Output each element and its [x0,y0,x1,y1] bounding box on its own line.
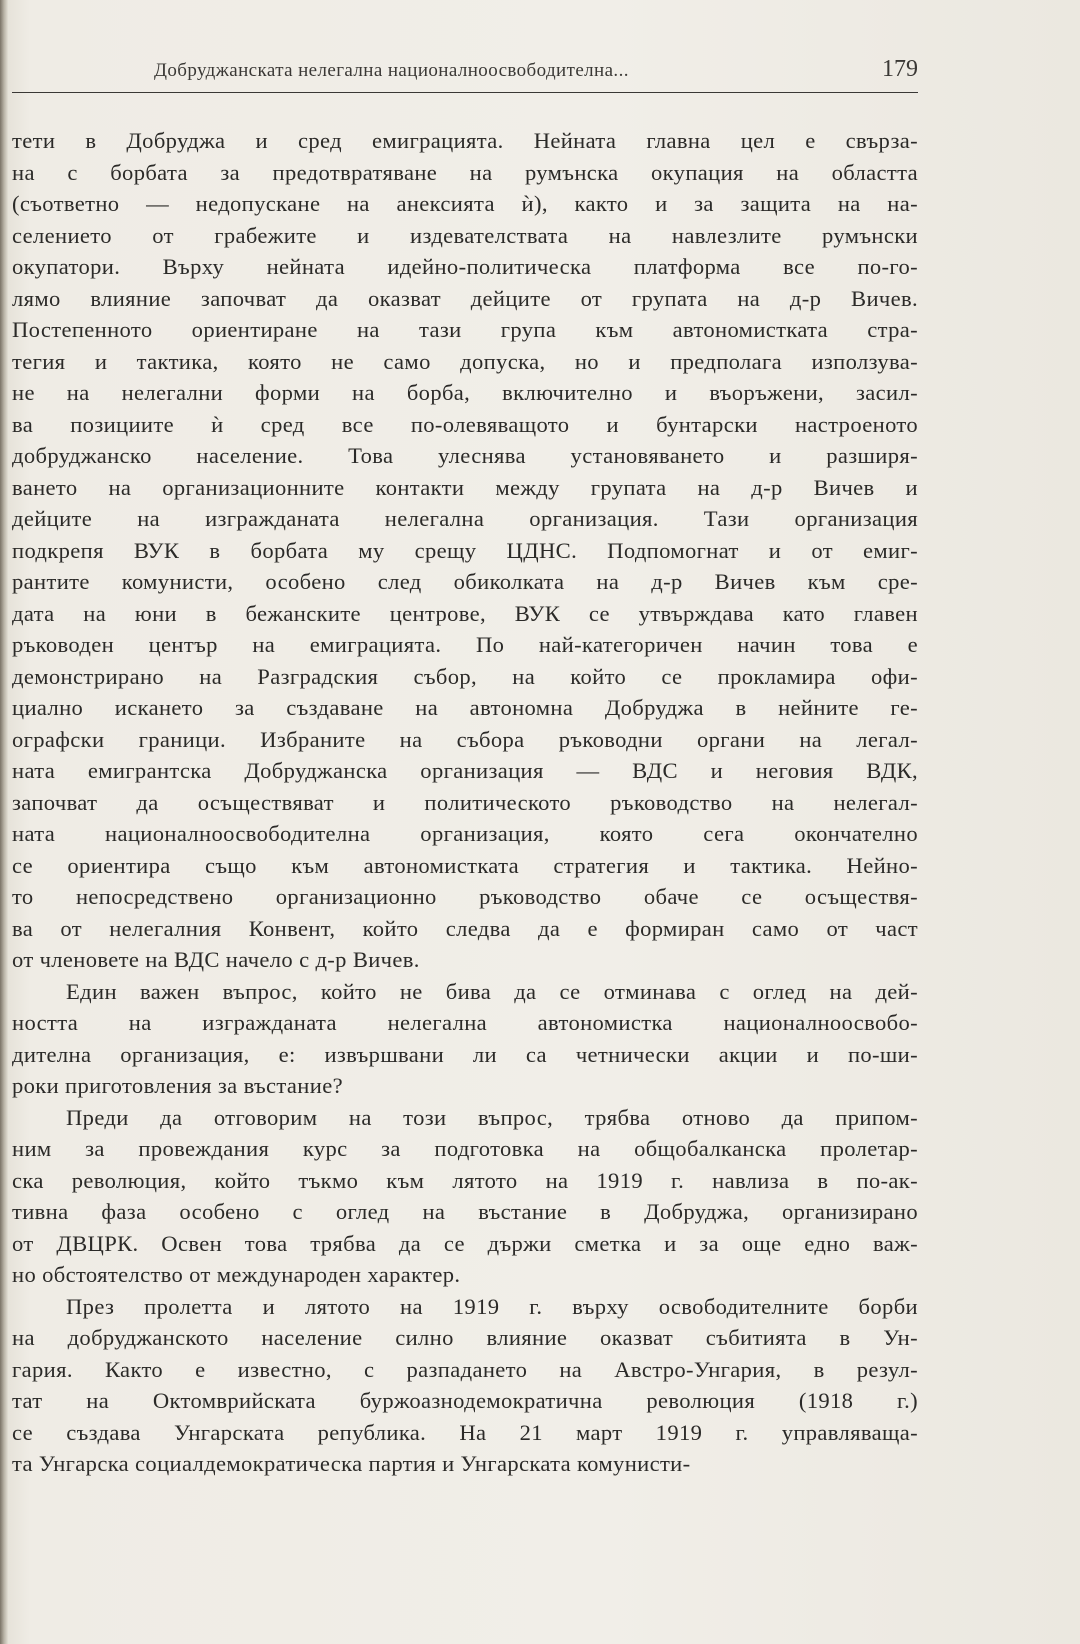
text-line: тети в Добруджа и сред емиграцията. Нейната главна цел е свърза- [12,128,918,153]
text-line: лямо влияние започват да оказват дейците от групата на д-р Вичев. [12,285,918,311]
text-line: ва от нелегалния Конвент, който следва да е формиран само от част [12,915,918,941]
paragraph [12,1291,918,1480]
text-line: ната емигрантска Добруджанска организация — ВДС и неговия ВДК, [12,758,918,783]
text-line: окупатори. Върху нейната идейно-политическа платформа все по-го- [12,254,918,279]
running-head [12,56,918,93]
text-line: започват да осъществяват и политическото ръководство на нелегал- [12,789,918,815]
text-line: ска революция, който тъкмо към лятото на 1919 г. навлиза в по-ак- [12,1167,918,1193]
text-line: ната националноосвободителна организация, която сега окончателно [12,821,918,846]
text-line: подкрепя ВУК в борбата му срещу ЦДНС. Подпомогнат и от емиг- [12,537,918,563]
text-line: роки приготовления за въстание? [12,1073,343,1098]
text-line: гария. Както е известно, с разпадането на Австро-Унгария, в резул- [12,1356,918,1382]
text-line: дителна организация, е: извършвани ли са четнически акции и по-ши- [12,1041,918,1067]
text-line: дата на юни в бежанските центрове, ВУК се утвърждава като главен [12,600,918,626]
text-line: ността на изгражданата нелегална автономистка националноосвобо- [12,1010,918,1035]
text-line: Преди да отговорим на този въпрос, трябва отново да припом- [66,1104,918,1130]
text-line: от членовете на ВДС начело с д-р Вичев. [12,947,420,972]
text-line: добруджанско население. Това улеснява установяването и разширя- [12,443,918,468]
text-line: не на нелегални форми на борба, включително и въоръжени, засил- [12,380,918,405]
text-line: тегия и тактика, която не само допуска, но и предполага използува- [12,348,918,374]
text-line: то непосредствено организационно ръководство обаче се осъществя- [12,884,918,909]
text-line: на с борбата за предотвратяване на румънска окупация на областта [12,159,918,185]
text-line: ографски граници. Избраните на събора ръководни органи на легал- [12,726,918,752]
text-line: ръководен център на емиграцията. По най-категоричен начин това е [12,632,918,657]
text-line: та Унгарска социалдемократическа партия и Унгарската комунисти- [12,1451,691,1476]
paragraph [12,1102,918,1291]
text-line: демонстрирано на Разградския събор, на който се прокламира офи- [12,663,918,689]
text-line: се създава Унгарската република. На 21 март 1919 г. управляваща- [12,1419,918,1445]
text-line: тивна фаза особено с оглед на въстание в Добруджа, организирано [12,1199,918,1224]
text-line: тат на Октомврийската буржоазнодемократична революция (1918 г.) [12,1388,918,1413]
text-line: рантите комунисти, особено след обиколката на д-р Вичев към сре- [12,569,918,594]
text-line: (съответно — недопускане на анексията ѝ), както и за защита на на- [12,191,918,216]
text-line: ва позициите ѝ сред все по-олевяващото и бунтарски настроеното [12,411,918,437]
text-line: През пролетта и лятото на 1919 г. върху освободителните борби [66,1293,918,1319]
text-line: от ДВЦРК. Освен това трябва да се държи сметка и за още едно важ- [12,1230,918,1256]
text-line: ването на организационните контакти между групата на д-р Вичев и [12,474,918,500]
binding-edge [0,0,8,1644]
text-line: циално искането за създаване на автономна Добруджа в нейните ге- [12,695,918,720]
paragraph [12,976,918,1102]
text-line: но обстоятелство от международен характер. [12,1262,461,1287]
text-line: селението от грабежите и издевателствата на навлезлите румънски [12,222,918,248]
text-line: Постепенното ориентиране на тази група към автономистката стра- [12,317,918,342]
text-line: на добруджанското население силно влияние оказват събитията в Ун- [12,1325,918,1350]
text-line: се ориентира също към автономистката стратегия и тактика. Нейно- [12,852,918,878]
page-number: 179 [882,56,918,82]
body-text [12,125,918,1480]
text-line: дейците на изгражданата нелегална организация. Тази организация [12,506,918,531]
running-title: Добруджанската нелегална националноосвободителна... [154,60,629,81]
paragraph [12,125,918,976]
text-line: Един важен въпрос, който не бива да се отминава с оглед на дей- [66,978,918,1004]
text-line: ним за провеждания курс за подготовка на общобалканска пролетар- [12,1136,918,1161]
